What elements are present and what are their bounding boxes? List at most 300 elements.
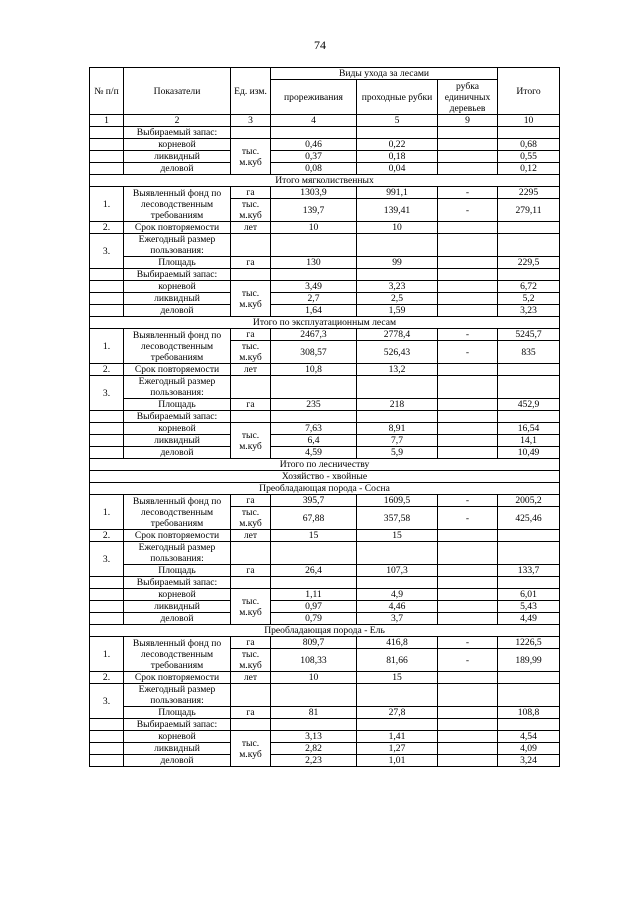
table-row <box>90 364 560 376</box>
empty-cell <box>271 542 357 565</box>
table-row <box>90 376 560 399</box>
row-label: корневой <box>124 139 231 151</box>
table-row <box>90 411 560 423</box>
row-label: Площадь <box>124 565 231 577</box>
table-row <box>90 281 560 293</box>
value-cell: 27,8 <box>357 707 438 719</box>
row-number: 1. <box>90 637 124 672</box>
value-cell: 0,18 <box>357 151 438 163</box>
value-cell: 189,99 <box>498 649 560 672</box>
row-label: Площадь <box>124 399 231 411</box>
row-number: 3. <box>90 684 124 719</box>
table-row <box>90 305 560 317</box>
empty-cell <box>438 376 498 399</box>
table-row <box>90 234 560 257</box>
value-cell: - <box>438 637 498 649</box>
value-cell: 108,33 <box>271 649 357 672</box>
table-row <box>90 293 560 305</box>
value-cell: 991,1 <box>357 187 438 199</box>
empty-cell <box>438 269 498 281</box>
empty-cell <box>90 435 124 447</box>
value-cell: 107,3 <box>357 565 438 577</box>
value-cell: 416,8 <box>357 637 438 649</box>
value-cell: 0,37 <box>271 151 357 163</box>
unit-cell: тыс. м.куб <box>231 139 271 175</box>
empty-cell <box>438 305 498 317</box>
value-cell <box>438 163 498 175</box>
row-number: 1. <box>90 495 124 530</box>
empty-cell <box>357 577 438 589</box>
table-row <box>90 637 560 649</box>
empty-cell <box>90 305 124 317</box>
value-cell: - <box>438 649 498 672</box>
empty-cell <box>438 672 498 684</box>
value-cell: 10 <box>271 222 357 234</box>
col-num: 10 <box>498 115 560 127</box>
col-num: 3 <box>231 115 271 127</box>
row-label: корневой <box>124 589 231 601</box>
empty-cell <box>498 364 560 376</box>
empty-cell <box>271 234 357 257</box>
section-title-row <box>90 317 560 329</box>
table-row <box>90 601 560 613</box>
section-title-row <box>90 483 560 495</box>
value-cell: 5,9 <box>357 447 438 459</box>
empty-cell <box>357 234 438 257</box>
value-cell: 6,01 <box>498 589 560 601</box>
page-number: 74 <box>314 38 326 52</box>
table-row <box>90 222 560 234</box>
row-label: деловой <box>124 305 231 317</box>
value-cell: 14,1 <box>498 435 560 447</box>
empty-cell <box>438 707 498 719</box>
value-cell: 16,54 <box>498 423 560 435</box>
value-cell: 130 <box>271 257 357 269</box>
header-passage-cutting: проходные рубки <box>357 80 438 115</box>
empty-cell <box>357 376 438 399</box>
unit-cell: тыс. м.куб <box>231 423 271 459</box>
value-cell: 2,82 <box>271 743 357 755</box>
empty-cell <box>498 672 560 684</box>
value-cell: 7,7 <box>357 435 438 447</box>
value-cell: 133,7 <box>498 565 560 577</box>
empty-cell <box>90 601 124 613</box>
table-row <box>90 719 560 731</box>
empty-cell <box>231 376 271 399</box>
table-row <box>90 257 560 269</box>
col-num: 1 <box>90 115 124 127</box>
empty-cell <box>438 423 498 435</box>
unit-cell: тыс. м.куб <box>231 199 271 222</box>
row-number: 3. <box>90 542 124 577</box>
value-cell: 3,23 <box>498 305 560 317</box>
table-row <box>90 672 560 684</box>
empty-cell <box>498 222 560 234</box>
unit-cell: лет <box>231 364 271 376</box>
row-label: Ежегодный размер пользования: <box>124 234 231 257</box>
section-title: Хозяйство - хвойные <box>90 471 560 483</box>
value-cell: 6,72 <box>498 281 560 293</box>
value-cell: 835 <box>498 341 560 364</box>
empty-cell <box>438 364 498 376</box>
value-cell: 279,11 <box>498 199 560 222</box>
value-cell: 0,68 <box>498 139 560 151</box>
header-unit: Ед. изм. <box>231 68 271 115</box>
header-thinning: прореживания <box>271 80 357 115</box>
empty-cell <box>438 435 498 447</box>
table-row <box>90 187 560 199</box>
value-cell: 81,66 <box>357 649 438 672</box>
row-number: 2. <box>90 530 124 542</box>
value-cell: 4,9 <box>357 589 438 601</box>
value-cell: 2778,4 <box>357 329 438 341</box>
unit-cell: га <box>231 565 271 577</box>
empty-cell <box>498 530 560 542</box>
empty-cell <box>357 269 438 281</box>
empty-cell <box>90 755 124 767</box>
empty-cell <box>498 269 560 281</box>
row-label: Выбираемый запас: <box>124 577 231 589</box>
empty-cell <box>90 269 124 281</box>
value-cell: 1303,9 <box>271 187 357 199</box>
table-row <box>90 707 560 719</box>
col-num: 4 <box>271 115 357 127</box>
value-cell: 10,8 <box>271 364 357 376</box>
value-cell: 3,7 <box>357 613 438 625</box>
row-label: Выбираемый запас: <box>124 719 231 731</box>
table-row <box>90 139 560 151</box>
value-cell: 5,2 <box>498 293 560 305</box>
empty-cell <box>438 234 498 257</box>
empty-cell <box>498 376 560 399</box>
empty-cell <box>271 269 357 281</box>
value-cell: 395,7 <box>271 495 357 507</box>
unit-cell: тыс. м.куб <box>231 507 271 530</box>
table-row <box>90 329 560 341</box>
value-cell: 10 <box>271 672 357 684</box>
table-row <box>90 163 560 175</box>
value-cell: 3,49 <box>271 281 357 293</box>
empty-cell <box>357 684 438 707</box>
row-label: деловой <box>124 613 231 625</box>
value-cell: 526,43 <box>357 341 438 364</box>
table-row <box>90 613 560 625</box>
empty-cell <box>438 399 498 411</box>
row-number: 3. <box>90 376 124 411</box>
empty-cell <box>357 411 438 423</box>
value-cell: 5,43 <box>498 601 560 613</box>
value-cell: - <box>438 199 498 222</box>
unit-cell: га <box>231 187 271 199</box>
unit-cell: тыс. м.куб <box>231 649 271 672</box>
unit-cell: га <box>231 707 271 719</box>
table-row <box>90 589 560 601</box>
value-cell: 1,41 <box>357 731 438 743</box>
value-cell: 2467,3 <box>271 329 357 341</box>
value-cell: 2,5 <box>357 293 438 305</box>
header-total: Итого <box>498 68 560 115</box>
value-cell: 452,9 <box>498 399 560 411</box>
section-title-row <box>90 625 560 637</box>
value-cell: 235 <box>271 399 357 411</box>
row-label: ликвидный <box>124 435 231 447</box>
value-cell: 308,57 <box>271 341 357 364</box>
value-cell: 1,59 <box>357 305 438 317</box>
table-row <box>90 684 560 707</box>
unit-cell: га <box>231 257 271 269</box>
value-cell: 15 <box>271 530 357 542</box>
value-cell: 218 <box>357 399 438 411</box>
value-cell: 1226,5 <box>498 637 560 649</box>
empty-cell <box>90 577 124 589</box>
row-number: 1. <box>90 187 124 222</box>
row-label: Срок повторяемости <box>124 222 231 234</box>
value-cell: 0,79 <box>271 613 357 625</box>
empty-cell <box>438 755 498 767</box>
empty-cell <box>438 222 498 234</box>
col-num: 2 <box>124 115 231 127</box>
value-cell: 5245,7 <box>498 329 560 341</box>
empty-cell <box>438 589 498 601</box>
row-label: корневой <box>124 281 231 293</box>
table-row <box>90 399 560 411</box>
row-label: Выбираемый запас: <box>124 411 231 423</box>
empty-cell <box>231 234 271 257</box>
forest-care-table <box>89 67 560 767</box>
value-cell: 3,13 <box>271 731 357 743</box>
value-cell: 139,7 <box>271 199 357 222</box>
empty-cell <box>438 613 498 625</box>
value-cell: 81 <box>271 707 357 719</box>
empty-cell <box>438 743 498 755</box>
value-cell: 357,58 <box>357 507 438 530</box>
row-number: 2. <box>90 672 124 684</box>
empty-cell <box>90 743 124 755</box>
table-row <box>90 423 560 435</box>
value-cell: 2005,2 <box>498 495 560 507</box>
table-row <box>90 542 560 565</box>
unit-cell: га <box>231 495 271 507</box>
empty-cell <box>90 613 124 625</box>
value-cell: 0,04 <box>357 163 438 175</box>
row-label: Выбираемый запас: <box>124 127 231 139</box>
empty-cell <box>271 411 357 423</box>
value-cell: 4,54 <box>498 731 560 743</box>
value-cell: 1,27 <box>357 743 438 755</box>
empty-cell <box>271 684 357 707</box>
value-cell: 4,59 <box>271 447 357 459</box>
row-label: Срок повторяемости <box>124 530 231 542</box>
value-cell: 0,46 <box>271 139 357 151</box>
row-label: Выбираемый запас: <box>124 269 231 281</box>
value-cell: 0,97 <box>271 601 357 613</box>
header-num: № п/п <box>90 68 124 115</box>
row-label: ликвидный <box>124 743 231 755</box>
value-cell: 1,11 <box>271 589 357 601</box>
table-row <box>90 731 560 743</box>
empty-cell <box>498 684 560 707</box>
empty-cell <box>90 731 124 743</box>
table-row <box>90 577 560 589</box>
empty-cell <box>438 293 498 305</box>
value-cell: 4,46 <box>357 601 438 613</box>
value-cell: 99 <box>357 257 438 269</box>
row-label: Выявленный фонд по лесоводственным требованиям <box>124 637 231 672</box>
empty-cell <box>90 293 124 305</box>
value-cell: 1,01 <box>357 755 438 767</box>
empty-cell <box>438 281 498 293</box>
row-label: Площадь <box>124 257 231 269</box>
empty-cell <box>438 577 498 589</box>
empty-cell <box>90 447 124 459</box>
value-cell: - <box>438 329 498 341</box>
row-label: Ежегодный размер пользования: <box>124 684 231 707</box>
value-cell: 4,09 <box>498 743 560 755</box>
value-cell: 2,7 <box>271 293 357 305</box>
row-label: Площадь <box>124 707 231 719</box>
table-row <box>90 435 560 447</box>
table-row <box>90 755 560 767</box>
section-title-row <box>90 471 560 483</box>
empty-cell <box>498 411 560 423</box>
value-cell: 4,49 <box>498 613 560 625</box>
value-cell: 0,55 <box>498 151 560 163</box>
empty-cell <box>438 447 498 459</box>
unit-cell: тыс. м.куб <box>231 281 271 317</box>
empty-cell <box>438 601 498 613</box>
empty-cell <box>438 565 498 577</box>
header-indicator: Показатели <box>124 68 231 115</box>
unit-cell: тыс. м.куб <box>231 589 271 625</box>
value-cell: 6,4 <box>271 435 357 447</box>
value-cell: 139,41 <box>357 199 438 222</box>
row-label: Выявленный фонд по лесоводственным требованиям <box>124 329 231 364</box>
unit-cell: лет <box>231 530 271 542</box>
empty-cell <box>231 542 271 565</box>
row-number: 3. <box>90 234 124 269</box>
value-cell: 15 <box>357 530 438 542</box>
empty-cell <box>498 719 560 731</box>
unit-cell: га <box>231 399 271 411</box>
header-row <box>90 68 560 80</box>
row-label: ликвидный <box>124 293 231 305</box>
value-cell: 15 <box>357 672 438 684</box>
unit-cell: тыс. м.куб <box>231 341 271 364</box>
table-row <box>90 565 560 577</box>
empty-cell <box>438 684 498 707</box>
value-cell: 2295 <box>498 187 560 199</box>
value-cell: 8,91 <box>357 423 438 435</box>
header-single-tree-cutting: рубка единичных деревьев <box>438 80 498 115</box>
row-label: Срок повторяемости <box>124 364 231 376</box>
value-cell: 3,24 <box>498 755 560 767</box>
value-cell: - <box>438 495 498 507</box>
empty-cell <box>438 542 498 565</box>
empty-cell <box>271 376 357 399</box>
empty-cell <box>90 589 124 601</box>
empty-cell <box>357 719 438 731</box>
row-number: 1. <box>90 329 124 364</box>
value-cell: - <box>438 507 498 530</box>
empty-cell <box>90 411 124 423</box>
value-cell: 26,4 <box>271 565 357 577</box>
value-cell: 67,88 <box>271 507 357 530</box>
section-title: Преобладающая порода - Ель <box>90 625 560 637</box>
value-cell: 425,46 <box>498 507 560 530</box>
row-label: Срок повторяемости <box>124 672 231 684</box>
value-cell: - <box>438 187 498 199</box>
row-label: ликвидный <box>124 601 231 613</box>
section-title: Итого по лесничеству <box>90 459 560 471</box>
row-label: Ежегодный размер пользования: <box>124 542 231 565</box>
empty-cell <box>231 577 271 589</box>
value-cell: 13,2 <box>357 364 438 376</box>
section-title: Итого по эксплуатационным лесам <box>90 317 560 329</box>
empty-cell <box>231 411 271 423</box>
row-label: Выявленный фонд по лесоводственным требованиям <box>124 187 231 222</box>
table-row <box>90 447 560 459</box>
value-cell: 229,5 <box>498 257 560 269</box>
table-row <box>90 743 560 755</box>
section-title-row <box>90 175 560 187</box>
table-row <box>90 530 560 542</box>
value-cell: 1609,5 <box>357 495 438 507</box>
column-number-row <box>90 115 560 127</box>
value-cell: 10 <box>357 222 438 234</box>
col-num: 9 <box>438 115 498 127</box>
value-cell: 809,7 <box>271 637 357 649</box>
value-cell: 10,49 <box>498 447 560 459</box>
empty-cell <box>90 423 124 435</box>
table-row <box>90 151 560 163</box>
row-label: Выявленный фонд по лесоводственным требованиям <box>124 495 231 530</box>
section-title: Итого мягколиственных <box>90 175 560 187</box>
table-row <box>90 495 560 507</box>
value-cell <box>438 151 498 163</box>
unit-cell: лет <box>231 222 271 234</box>
table-body <box>90 68 560 767</box>
table-row <box>90 269 560 281</box>
empty-cell <box>271 719 357 731</box>
empty-cell <box>438 257 498 269</box>
row-label: деловой <box>124 755 231 767</box>
row-label: деловой <box>124 163 231 175</box>
empty-cell <box>498 577 560 589</box>
col-num: 5 <box>357 115 438 127</box>
section-title: Преобладающая порода - Сосна <box>90 483 560 495</box>
empty-cell <box>231 269 271 281</box>
unit-cell: га <box>231 637 271 649</box>
empty-cell <box>438 411 498 423</box>
value-cell: 7,63 <box>271 423 357 435</box>
empty-cell <box>357 542 438 565</box>
empty-cell <box>438 731 498 743</box>
value-cell: - <box>438 341 498 364</box>
row-number: 2. <box>90 222 124 234</box>
empty-cell <box>231 719 271 731</box>
row-label: ликвидный <box>124 151 231 163</box>
header-group: Виды ухода за лесами <box>271 68 498 80</box>
value-cell <box>438 139 498 151</box>
value-cell: 108,8 <box>498 707 560 719</box>
unit-cell: тыс. м.куб <box>231 731 271 767</box>
table-row <box>90 127 560 139</box>
empty-cell <box>231 684 271 707</box>
row-label: деловой <box>124 447 231 459</box>
value-cell: 2,23 <box>271 755 357 767</box>
empty-cell <box>498 234 560 257</box>
value-cell: 0,12 <box>498 163 560 175</box>
